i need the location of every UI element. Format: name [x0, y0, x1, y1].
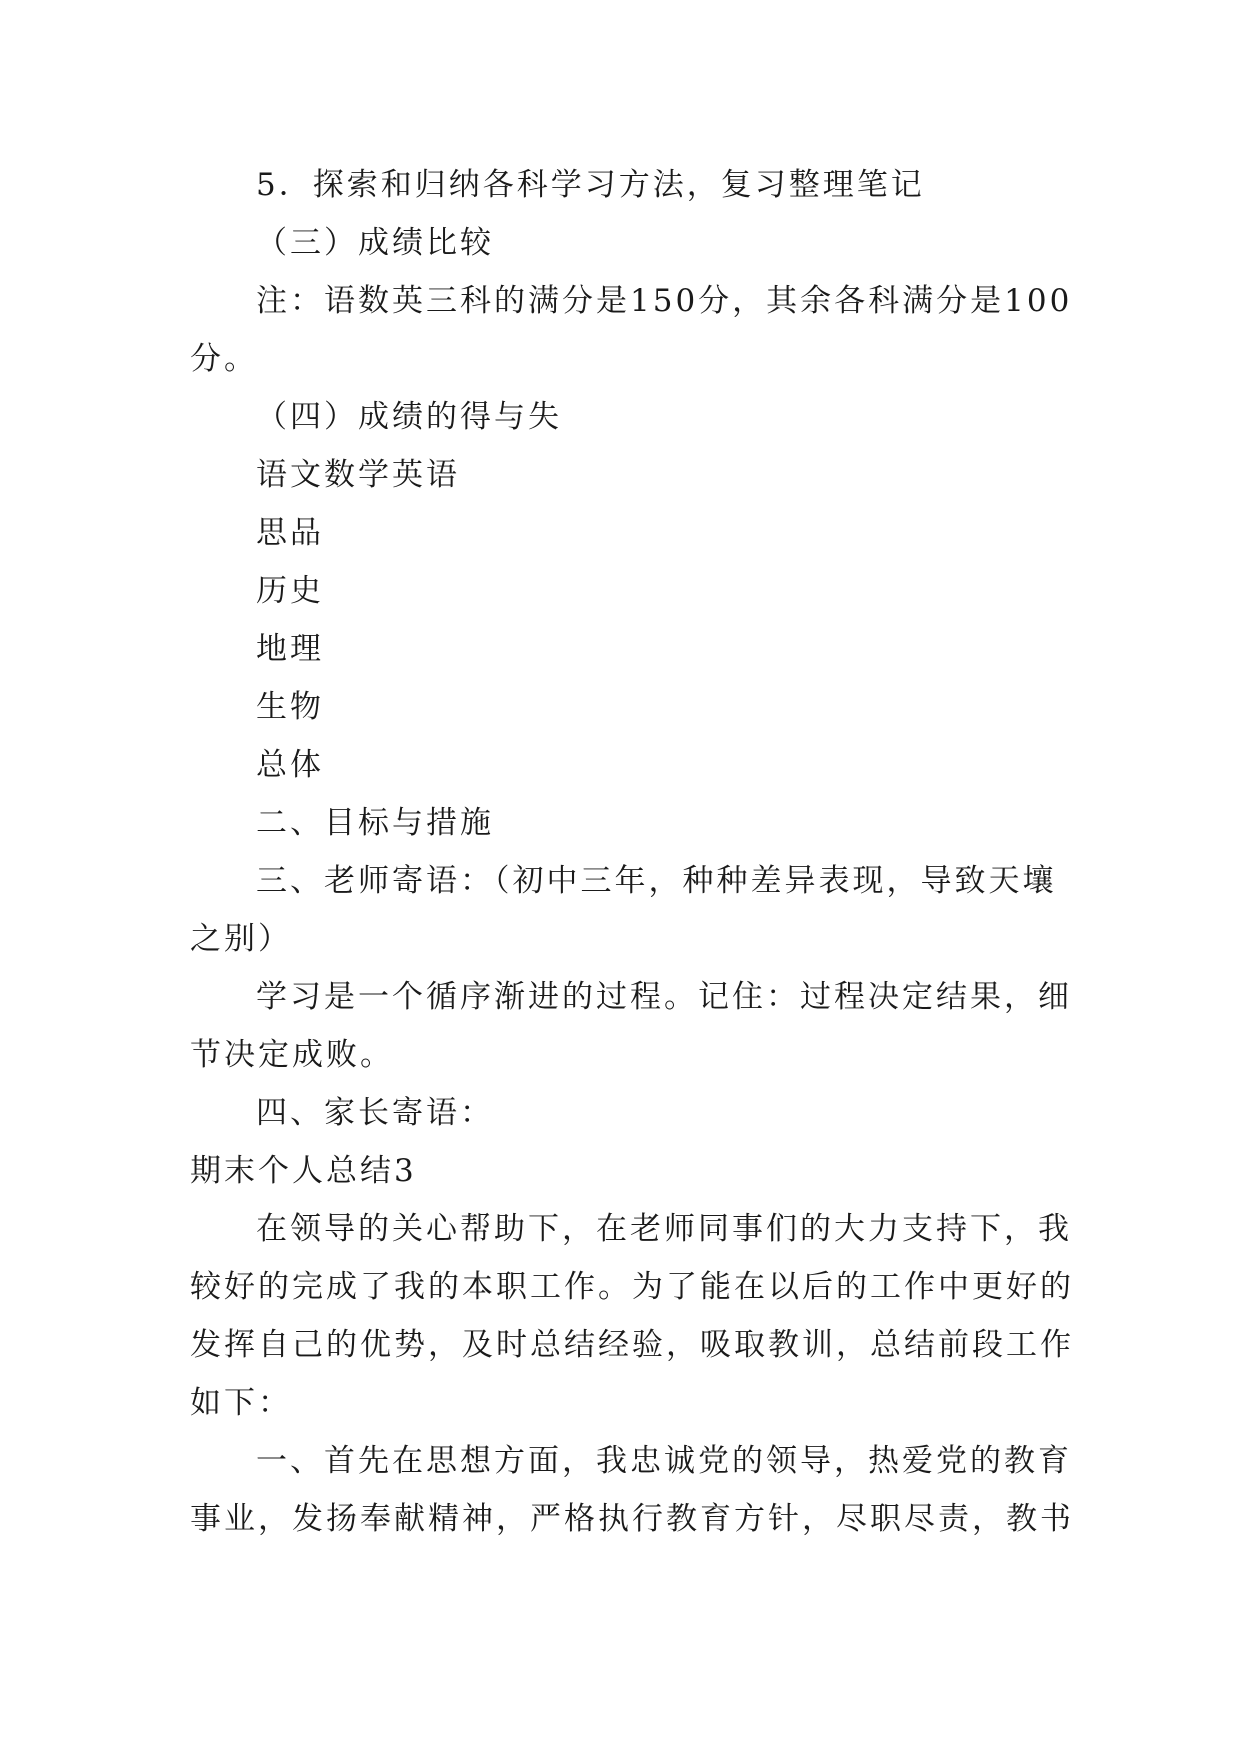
text-line: 注：语数英三科的满分是150分，其余各科满分是100 [256, 283, 1073, 319]
text-line: 历史 [256, 573, 324, 609]
section-heading: （四）成绩的得与失 [256, 399, 562, 435]
text-line: 思品 [256, 515, 324, 551]
text-line: 如下： [190, 1385, 292, 1421]
text-line: 生物 [256, 689, 324, 725]
text-line: 分。 [190, 341, 258, 377]
text-line: 语文数学英语 [256, 457, 460, 493]
section-heading: （三）成绩比较 [256, 225, 494, 261]
section-heading: 二、目标与措施 [256, 805, 494, 841]
text-line: 5．探索和归纳各科学习方法，复习整理笔记 [256, 167, 925, 203]
text-line: 在领导的关心帮助下，在老师同事们的大力支持下，我 [256, 1211, 1072, 1247]
text-line: 地理 [256, 631, 324, 667]
section-heading: 四、家长寄语： [256, 1095, 494, 1131]
text-line: 学习是一个循序渐进的过程。记住：过程决定结果，细 [256, 979, 1072, 1015]
section-heading: 三、老师寄语：（初中三年，种种差异表现，导致天壤 [256, 863, 1057, 899]
text-line: 节决定成败。 [190, 1037, 394, 1073]
text-line: 一、首先在思想方面，我忠诚党的领导，热爱党的教育 [256, 1443, 1072, 1479]
text-line: 总体 [256, 747, 324, 783]
text-line: 之别） [190, 921, 292, 957]
text-line: 较好的完成了我的本职工作。为了能在以后的工作中更好的 [190, 1269, 1074, 1305]
text-line: 发挥自己的优势，及时总结经验，吸取教训，总结前段工作 [190, 1327, 1074, 1363]
text-line: 事业，发扬奉献精神，严格执行教育方针，尽职尽责，教书 [190, 1501, 1074, 1537]
document-title: 期末个人总结3 [190, 1153, 417, 1189]
